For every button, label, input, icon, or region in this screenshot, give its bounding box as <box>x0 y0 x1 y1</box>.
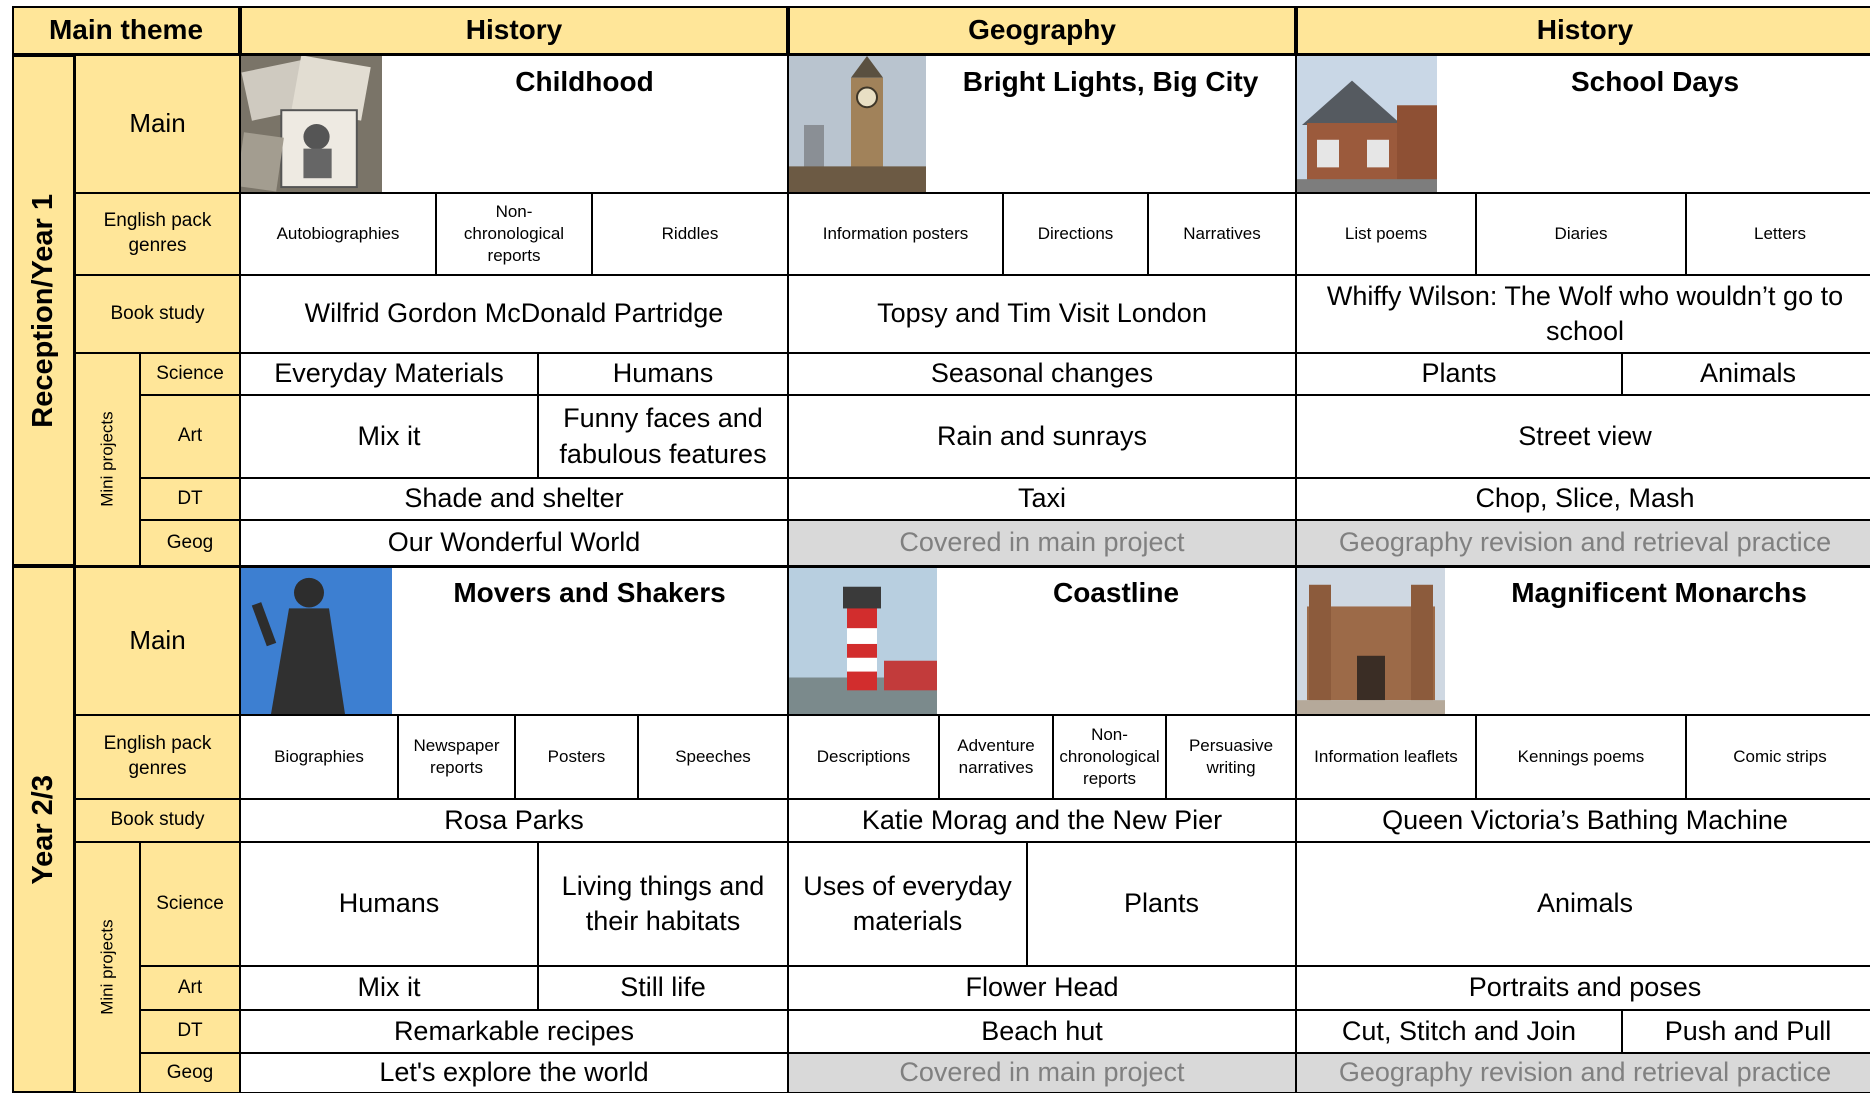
book-study: Rosa Parks <box>240 799 788 842</box>
year-label-text: Year 2/3 <box>26 774 59 885</box>
row-label-science: Science <box>140 842 240 966</box>
header-term-1: History <box>240 6 788 55</box>
row-label-art: Art <box>140 966 240 1010</box>
main-project-title: Magnificent Monarchs <box>1511 577 1807 608</box>
row-label-main: Main <box>75 566 240 715</box>
book-study: Topsy and Tim Visit London <box>788 275 1296 353</box>
english-genre-riddles: Riddles <box>592 193 788 275</box>
header-main-theme: Main theme <box>12 6 240 55</box>
header-term-3: History <box>1296 6 1870 55</box>
art-project: Rain and sunrays <box>788 395 1296 478</box>
english-genre-adventure-narratives: Adventure narratives <box>939 715 1053 799</box>
art-project: Still life <box>538 966 788 1010</box>
row-label-mini-projects <box>75 353 140 566</box>
palace-image <box>1297 567 1445 714</box>
row-label-dt: DT <box>140 1010 240 1053</box>
header-term-2: Geography <box>788 6 1296 55</box>
english-genre-kennings-poems: Kennings poems <box>1476 715 1686 799</box>
english-genre-speeches: Speeches <box>638 715 788 799</box>
main-project-title: Childhood <box>515 66 654 97</box>
english-genre-newspaper-reports: Newspaper reports <box>398 715 515 799</box>
english-genre-letters: Letters <box>1686 193 1870 275</box>
statue-image <box>241 567 392 714</box>
english-genre-non-chronological-reports: Non-chronological reports <box>436 193 592 275</box>
english-genre-descriptions: Descriptions <box>788 715 939 799</box>
main-project-title: Bright Lights, Big City <box>962 66 1259 97</box>
art-project: Portraits and poses <box>1296 966 1870 1010</box>
geog-project: Geography revision and retrieval practice <box>1296 1053 1870 1093</box>
english-genre-narratives: Narratives <box>1148 193 1296 275</box>
english-genre-information-leaflets: Information leaflets <box>1296 715 1476 799</box>
science-project: Everyday Materials <box>240 353 538 395</box>
dt-project: Beach hut <box>788 1010 1296 1053</box>
lighthouse-image <box>789 567 937 714</box>
main-project-cell <box>1296 566 1870 715</box>
science-project: Plants <box>1296 353 1622 395</box>
dt-project: Chop, Slice, Mash <box>1296 478 1870 520</box>
main-project-cell <box>240 566 788 715</box>
main-project-cell <box>788 55 1296 193</box>
row-label-book: Book study <box>75 275 240 353</box>
science-project: Animals <box>1296 842 1870 966</box>
row-label-dt: DT <box>140 478 240 520</box>
art-project: Mix it <box>240 966 538 1010</box>
school-building-image <box>1297 56 1437 192</box>
childhood-photos-image <box>241 56 382 192</box>
dt-project: Shade and shelter <box>240 478 788 520</box>
art-project: Funny faces and fabulous features <box>538 395 788 478</box>
geog-project: Our Wonderful World <box>240 520 788 566</box>
main-project-title: School Days <box>1570 66 1740 97</box>
science-project: Plants <box>1027 842 1296 966</box>
english-genre-posters: Posters <box>515 715 638 799</box>
english-genre-biographies: Biographies <box>240 715 398 799</box>
science-project: Seasonal changes <box>788 353 1296 395</box>
science-project: Living things and their habitats <box>538 842 788 966</box>
art-project: Flower Head <box>788 966 1296 1010</box>
english-genre-directions: Directions <box>1003 193 1148 275</box>
row-label-geog: Geog <box>140 520 240 566</box>
english-genre-persuasive-writing: Persuasive writing <box>1166 715 1296 799</box>
book-study: Queen Victoria’s Bathing Machine <box>1296 799 1870 842</box>
main-project-title: Coastline <box>1052 577 1180 608</box>
dt-project: Remarkable recipes <box>240 1010 788 1053</box>
dt-project: Taxi <box>788 478 1296 520</box>
year-label-2 <box>12 566 75 1093</box>
row-label-art: Art <box>140 395 240 478</box>
row-label-book: Book study <box>75 799 240 842</box>
row-label-main: Main <box>75 55 240 193</box>
geog-project: Let's explore the world <box>240 1053 788 1093</box>
main-project-cell <box>1296 55 1870 193</box>
english-genre-comic-strips: Comic strips <box>1686 715 1870 799</box>
dt-project: Push and Pull <box>1622 1010 1870 1053</box>
year-label-text: Reception/Year 1 <box>26 193 59 428</box>
main-project-cell <box>240 55 788 193</box>
english-genre-information-posters: Information posters <box>788 193 1003 275</box>
geog-project: Geography revision and retrieval practice <box>1296 520 1870 566</box>
year-label-1 <box>12 55 75 566</box>
row-label-mini-projects <box>75 842 140 1093</box>
main-project-cell <box>788 566 1296 715</box>
row-label-geog: Geog <box>140 1053 240 1093</box>
dt-project: Cut, Stitch and Join <box>1296 1010 1622 1053</box>
english-genre-diaries: Diaries <box>1476 193 1686 275</box>
book-study: Katie Morag and the New Pier <box>788 799 1296 842</box>
english-genre-list-poems: List poems <box>1296 193 1476 275</box>
row-label-english: English pack genres <box>75 715 240 799</box>
main-project-title: Movers and Shakers <box>453 577 726 608</box>
geog-project: Covered in main project <box>788 1053 1296 1093</box>
art-project: Street view <box>1296 395 1870 478</box>
row-label-science: Science <box>140 353 240 395</box>
book-study: Whiffy Wilson: The Wolf who wouldn’t go to school <box>1296 275 1870 353</box>
english-genre-non-chronological-reports: Non-chronological reports <box>1053 715 1166 799</box>
geog-project: Covered in main project <box>788 520 1296 566</box>
science-project: Humans <box>240 842 538 966</box>
book-study: Wilfrid Gordon McDonald Partridge <box>240 275 788 353</box>
row-label-english: English pack genres <box>75 193 240 275</box>
section-divider <box>12 565 1870 568</box>
art-project: Mix it <box>240 395 538 478</box>
science-project: Uses of everyday materials <box>788 842 1027 966</box>
english-genre-autobiographies: Autobiographies <box>240 193 436 275</box>
science-project: Humans <box>538 353 788 395</box>
science-project: Animals <box>1622 353 1870 395</box>
mini-projects-text: Mini projects <box>97 411 117 508</box>
mini-projects-text: Mini projects <box>97 919 117 1016</box>
big-ben-image <box>789 56 926 192</box>
